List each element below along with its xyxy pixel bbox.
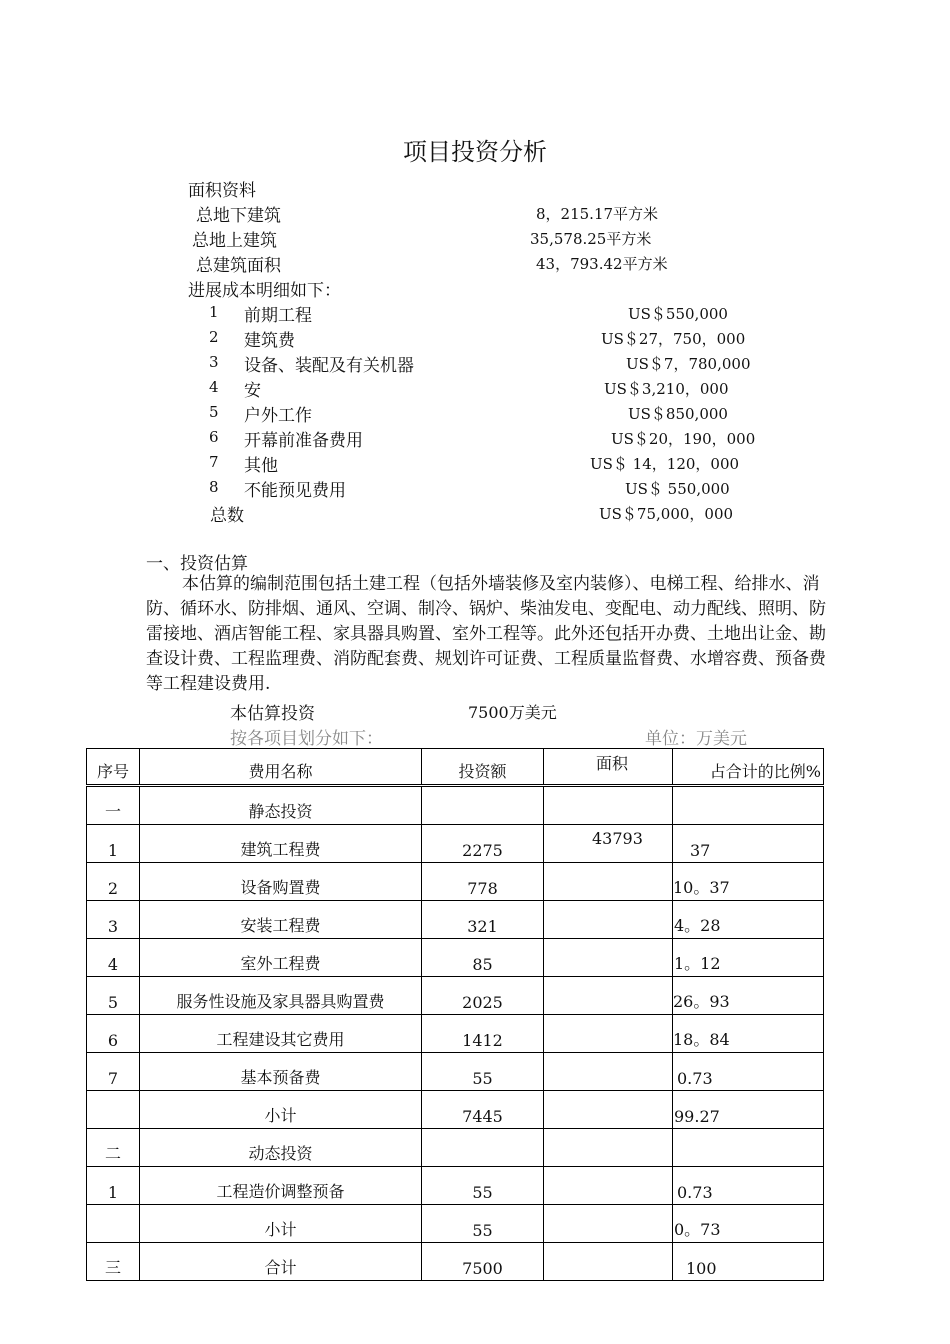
estimate-value: 7500万美元 <box>468 703 557 722</box>
cost-item-name: 户外工作 <box>244 406 312 426</box>
cost-total-amount: US＄75,000，000 <box>599 505 734 523</box>
cell-area <box>544 939 673 977</box>
cell-ratio: 0.73 <box>673 1167 824 1205</box>
cell-name: 服务性设施及家具器具购置费 <box>140 977 422 1015</box>
cell-ratio: 99.27 <box>673 1091 824 1129</box>
cell-area <box>544 1129 673 1167</box>
cell-no: 2 <box>87 863 140 901</box>
cell-no: 1 <box>87 825 140 863</box>
cell-no: 7 <box>87 1053 140 1091</box>
cost-item-name: 不能预见费用 <box>244 481 346 501</box>
table-row <box>87 1205 824 1243</box>
cell-ratio: 4。28 <box>673 901 824 939</box>
cost-item-no: 8 <box>209 478 219 496</box>
cell-area <box>544 1015 673 1053</box>
cell-amount <box>422 1129 544 1167</box>
cost-heading: 进展成本明细如下： <box>188 281 341 301</box>
area-label-underground: 总地下建筑 <box>196 206 281 226</box>
cell-ratio: 1。12 <box>673 939 824 977</box>
cell-no <box>87 1205 140 1243</box>
area-heading: 面积资料 <box>188 181 256 201</box>
cell-area: 43793 <box>544 825 673 863</box>
cell-ratio: 26。93 <box>673 977 824 1015</box>
cell-amount: 2025 <box>422 977 544 1015</box>
area-value-underground: 8，215.17平方米 <box>536 205 659 223</box>
cell-name: 工程建设其它费用 <box>140 1015 422 1053</box>
cost-item-name: 其他 <box>244 456 278 476</box>
cell-name: 安装工程费 <box>140 901 422 939</box>
table-row <box>87 939 824 977</box>
cell-amount: 55 <box>422 1053 544 1091</box>
header-no: 序号 <box>87 749 140 786</box>
cell-amount: 85 <box>422 939 544 977</box>
cell-area <box>544 1091 673 1129</box>
cost-item-amount: US＄ 550,000 <box>625 480 730 498</box>
cell-area <box>544 1243 673 1281</box>
cell-name: 建筑工程费 <box>140 825 422 863</box>
cell-ratio <box>673 1129 824 1167</box>
cell-amount: 1412 <box>422 1015 544 1053</box>
cell-name: 静态投资 <box>140 786 422 825</box>
cell-no: 一 <box>87 786 140 825</box>
cell-name: 室外工程费 <box>140 939 422 977</box>
cell-name: 基本预备费 <box>140 1053 422 1091</box>
investment-table <box>86 748 824 1281</box>
cell-amount: 7445 <box>422 1091 544 1129</box>
cost-item-no: 5 <box>209 403 219 421</box>
cost-total-label: 总数 <box>210 506 244 526</box>
area-label-total: 总建筑面积 <box>196 256 281 276</box>
cell-ratio <box>673 786 824 825</box>
cost-item-no: 3 <box>209 353 219 371</box>
cell-no <box>87 1091 140 1129</box>
cell-area <box>544 1205 673 1243</box>
table-row <box>87 863 824 901</box>
cell-area <box>544 863 673 901</box>
header-area: 面积 <box>544 749 673 786</box>
cost-item-name: 安 <box>244 381 261 401</box>
cost-item-name: 建筑费 <box>244 331 295 351</box>
area-value-total: 43，793.42平方米 <box>536 255 668 273</box>
section-paragraph-block <box>146 572 836 697</box>
cell-area <box>544 1053 673 1091</box>
cost-item-amount: US＄27，750，000 <box>601 330 746 348</box>
cost-item-name: 前期工程 <box>244 306 312 326</box>
cell-ratio: 10。37 <box>673 863 824 901</box>
cell-ratio: 0。73 <box>673 1205 824 1243</box>
table-row <box>87 1053 824 1091</box>
cell-amount: 778 <box>422 863 544 901</box>
section-heading: 一、投资估算 <box>146 554 248 574</box>
cell-amount: 321 <box>422 901 544 939</box>
table-row <box>87 977 824 1015</box>
area-label-aboveground: 总地上建筑 <box>192 231 277 251</box>
table-row <box>87 825 824 863</box>
cell-area <box>544 786 673 825</box>
cell-area <box>544 977 673 1015</box>
table-row <box>87 1129 824 1167</box>
cell-area <box>544 901 673 939</box>
cost-item-name: 开幕前准备费用 <box>244 431 363 451</box>
cell-no: 1 <box>87 1167 140 1205</box>
table-row <box>87 1243 824 1281</box>
area-value-aboveground: 35,578.25平方米 <box>530 230 652 248</box>
cell-no: 二 <box>87 1129 140 1167</box>
cost-item-no: 6 <box>209 428 219 446</box>
breakdown-label: 按各项目划分如下： <box>230 729 383 749</box>
table-row <box>87 786 824 825</box>
cell-amount: 7500 <box>422 1243 544 1281</box>
unit-label: 单位：万美元 <box>645 729 747 749</box>
cell-no: 6 <box>87 1015 140 1053</box>
cell-name: 设备购置费 <box>140 863 422 901</box>
cost-item-amount: US＄850,000 <box>628 405 728 423</box>
estimate-label: 本估算投资 <box>230 704 315 724</box>
cell-amount: 55 <box>422 1167 544 1205</box>
cell-name: 小计 <box>140 1205 422 1243</box>
cell-amount: 2275 <box>422 825 544 863</box>
page-title: 项目投资分析 <box>403 138 547 166</box>
cell-amount: 55 <box>422 1205 544 1243</box>
header-ratio: 占合计的比例% <box>673 749 824 786</box>
table-row <box>87 901 824 939</box>
cell-area <box>544 1167 673 1205</box>
cell-no: 4 <box>87 939 140 977</box>
cell-ratio: 0.73 <box>673 1053 824 1091</box>
cell-name: 小计 <box>140 1091 422 1129</box>
table-row <box>87 1015 824 1053</box>
cost-item-amount: US＄7，780,000 <box>626 355 751 373</box>
cost-item-no: 4 <box>209 378 219 396</box>
cost-item-no: 7 <box>209 453 219 471</box>
cost-item-amount: US＄ 14，120，000 <box>590 455 740 473</box>
cost-item-name: 设备、装配及有关机器 <box>244 356 414 376</box>
cost-item-no: 2 <box>209 328 219 346</box>
cost-item-amount: US＄3,210，000 <box>604 380 729 398</box>
cell-ratio: 100 <box>673 1243 824 1281</box>
table-row <box>87 1091 824 1129</box>
cell-no: 三 <box>87 1243 140 1281</box>
cost-item-amount: US＄550,000 <box>628 305 728 323</box>
header-amount: 投资额 <box>422 749 544 786</box>
table-header-row <box>87 749 824 786</box>
cell-name: 合计 <box>140 1243 422 1281</box>
cell-no: 3 <box>87 901 140 939</box>
table-row <box>87 1167 824 1205</box>
cost-item-no: 1 <box>209 303 219 321</box>
cell-ratio: 18。84 <box>673 1015 824 1053</box>
cost-item-amount: US＄20，190，000 <box>611 430 756 448</box>
header-name: 费用名称 <box>140 749 422 786</box>
section-paragraph: 本估算的编制范围包括土建工程（包括外墙装修及室内装修）、电梯工程、给排水、消防、循环水、防排烟、通风、空调、制冷、锅炉、柴油发电、变配电、动力配线、照明、防雷接地、酒店智能工程、家具器具购置、室外工程等。此外还包括开办费、土地出让金、勘查设计费、工程监理费、消防配套费、规划许可证费、工程质量监督费、水增容费、预备费等工程建设费用. <box>146 574 826 694</box>
cell-name: 动态投资 <box>140 1129 422 1167</box>
cell-no: 5 <box>87 977 140 1015</box>
cell-ratio: 37 <box>673 825 824 863</box>
cell-amount <box>422 786 544 825</box>
cell-name: 工程造价调整预备 <box>140 1167 422 1205</box>
